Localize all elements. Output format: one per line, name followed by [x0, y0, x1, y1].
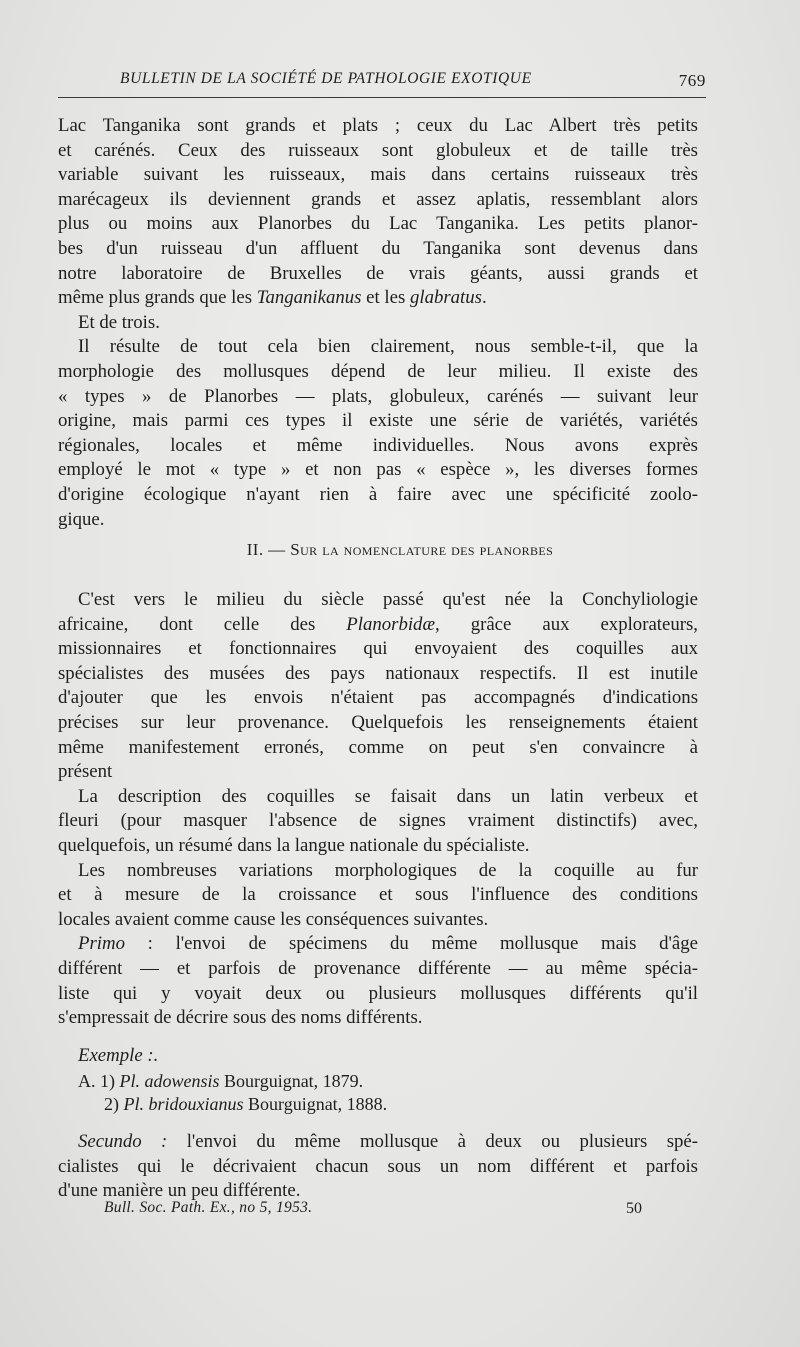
emphasis: Secundo : [78, 1131, 168, 1152]
text-line: missionnaires et fonctionnaires qui envoyaient des coquilles aux [58, 638, 698, 660]
species-name: adowensis [144, 1071, 220, 1091]
paragraph-2 [58, 311, 698, 336]
emphasis: Primo [78, 933, 125, 955]
text-line: « types » de Planorbes — plats, globuleux, carénés — suivant leur [58, 385, 698, 407]
running-title: BULLETIN DE LA SOCIÉTÉ DE PATHOLOGIE EXOTIQUE [120, 70, 532, 87]
paragraph-8 [58, 1130, 698, 1204]
author-year: Bourguignat, 1879. [219, 1071, 364, 1091]
genus-abbrev: Pl. [119, 1071, 140, 1091]
author-year: Bourguignat, 1888. [243, 1094, 388, 1114]
text-line: précises sur leur provenance. Quelquefois les renseignements étaient [58, 711, 698, 733]
header-rule [58, 97, 706, 98]
example-item [104, 1094, 387, 1115]
text-run: et les [361, 287, 410, 309]
example-item [78, 1071, 363, 1092]
example-prefix: 2) [104, 1094, 119, 1114]
text-run: africaine, dont celle des [58, 613, 347, 635]
body-text-top [58, 114, 698, 532]
paragraph-6 [58, 859, 698, 933]
text-line: fleuri (pour masquer l'absence de signes vraiment distinctifs) avec, [58, 810, 698, 832]
section-number: II. — [246, 540, 286, 559]
text-line: liste qui y voyait deux ou plusieurs mollusques différents qu'il [58, 982, 698, 1004]
example-heading: Exemple :. [78, 1045, 159, 1066]
signature-mark: 50 [626, 1200, 642, 1217]
text-line [58, 286, 698, 311]
text-line: variable suivant les ruisseaux, mais dans certains ruisseaux très [58, 164, 698, 186]
section-title: Sur la nomenclature des planorbes [290, 540, 554, 559]
text-line: s'empressait de décrire sous des noms différents. [58, 1007, 423, 1029]
text-line: d'ajouter que les envois n'étaient pas accompagnés d'indications [58, 687, 698, 709]
footer-citation: Bull. Soc. Path. Ex., no 5, 1953. [104, 1199, 313, 1216]
text-line: d'origine écologique n'ayant rien à faire avec une spécificité zoolo- [58, 483, 698, 505]
running-header [58, 70, 706, 96]
text-line: employé le mot « type » et non pas « espèce », les diverses formes [58, 459, 698, 481]
text-line: Et de trois. [78, 311, 160, 333]
text-line [58, 613, 698, 638]
text-line: C'est vers le milieu du siècle passé qu'est née la Conchyliologie [78, 589, 698, 610]
section-heading [0, 540, 800, 560]
text-line [58, 1130, 698, 1155]
text-line: La description des coquilles se faisait dans un latin verbeux et [78, 785, 698, 807]
text-line: Les nombreuses variations morphologiques de la coquille au fur [78, 859, 698, 881]
paragraph-1 [58, 114, 698, 311]
body-text-bottom [58, 1130, 698, 1204]
text-line: différent — et parfois de provenance différente — au même spécia- [58, 957, 698, 979]
paragraph-7 [58, 932, 698, 1030]
body-text-middle [58, 588, 698, 1031]
text-line: gique. [58, 508, 105, 530]
example-prefix: A. 1) [78, 1071, 115, 1091]
text-line: notre laboratoire de Bruxelles de vrais géants, aussi grands et [58, 262, 698, 284]
text-line: et à mesure de la croissance et sous l'influence des conditions [58, 884, 698, 906]
genus-abbrev: Pl. [123, 1094, 144, 1114]
text-run: l'envoi du même mollusque à deux ou plusieurs spé- [167, 1131, 698, 1152]
text-line: régionales, locales et même individuelles. Nous avons exprès [58, 434, 698, 456]
text-run: grâce aux explorateurs, [439, 613, 698, 635]
text-line: spécialistes des musées des pays nationaux respectifs. Il est inutile [58, 662, 698, 684]
text-line: cialistes qui le décrivaient chacun sous un nom différent et parfois [58, 1155, 698, 1177]
text-line [58, 932, 698, 957]
text-line: plus ou moins aux Planorbes du Lac Tanganika. Les petits planor- [58, 213, 698, 235]
paragraph-4 [58, 588, 698, 785]
text-line: marécageux ils deviennent grands et assez aplatis, ressemblant alors [58, 188, 698, 210]
text-line: d'une manière un peu différente. [58, 1180, 301, 1202]
text-line: morphologie des mollusques dépend de leur milieu. Il existe des [58, 360, 698, 382]
paragraph-5 [58, 785, 698, 859]
text-line: locales avaient comme cause les conséquences suivantes. [58, 908, 489, 930]
species-name: bridouxianus [148, 1094, 244, 1114]
family-name: Planorbidæ, [346, 613, 440, 635]
text-line: quelquefois, un résumé dans la langue nationale du spécialiste. [58, 834, 530, 856]
page-number: 769 [678, 71, 706, 90]
text-line: Il résulte de tout cela bien clairement, nous semble-t-il, que la [78, 336, 698, 358]
text-line: présent [58, 761, 113, 783]
text-run: . [481, 287, 487, 309]
paragraph-3 [58, 335, 698, 532]
text-line: bes d'un ruisseau d'un affluent du Tanganika sont devenus dans [58, 237, 698, 259]
species-name: glabratus [409, 287, 482, 309]
text-line: même manifestement erronés, comme on peut s'en convaincre à [58, 736, 698, 758]
text-run: : l'envoi de spécimens du même mollusque mais d'âge [124, 933, 698, 955]
species-name: Tanganikanus [256, 287, 362, 309]
text-line: et carénés. Ceux des ruisseaux sont globuleux et de taille très [58, 139, 698, 161]
text-run: même plus grands que les [58, 287, 257, 309]
text-line: Lac Tanganika sont grands et plats ; ceux du Lac Albert très petits [58, 115, 698, 136]
text-line: origine, mais parmi ces types il existe une série de variétés, variétés [58, 410, 698, 432]
